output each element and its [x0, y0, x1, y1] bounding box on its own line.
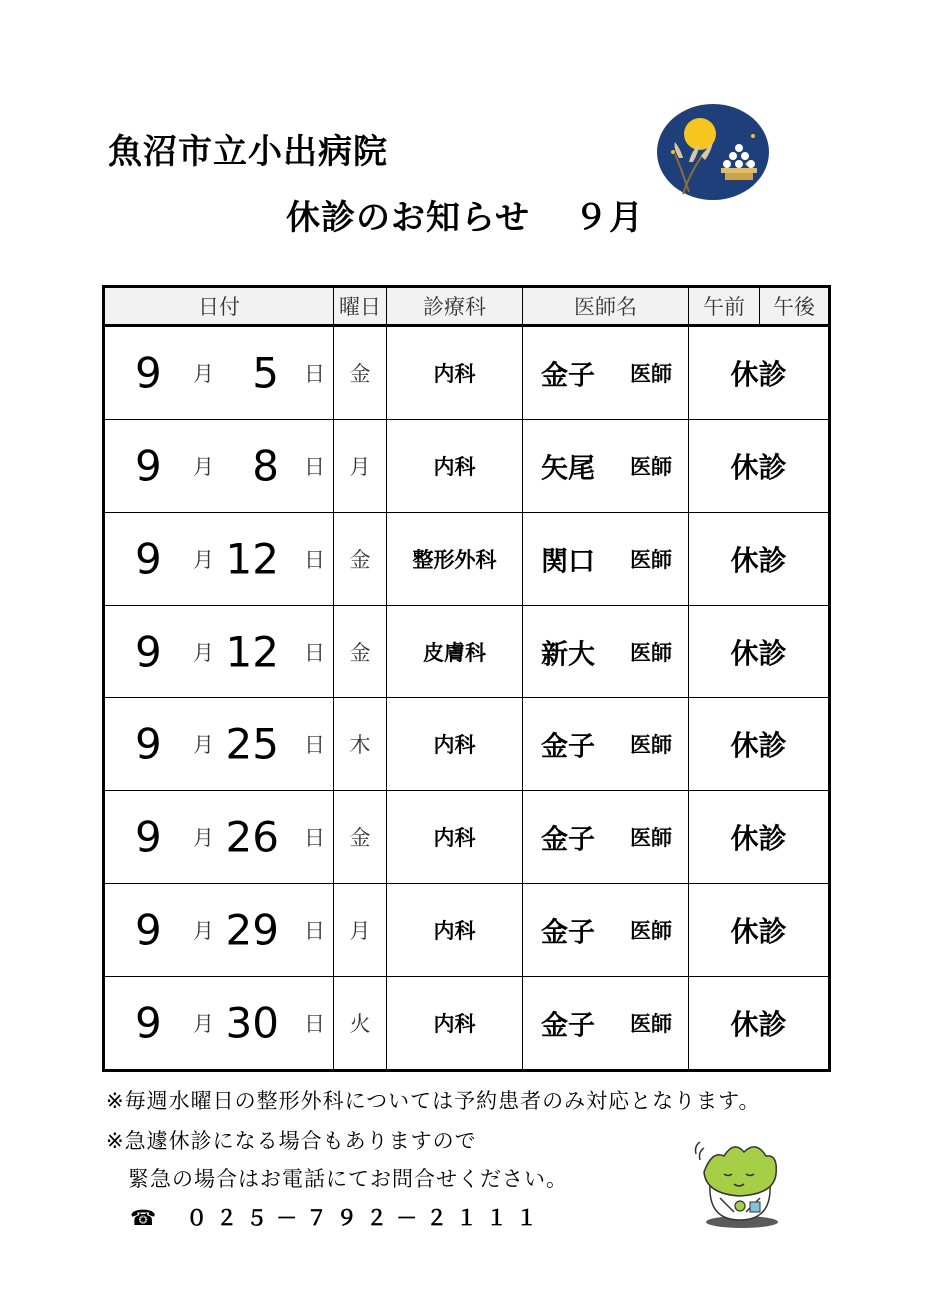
- moon-viewing-icon: [655, 102, 771, 202]
- month-unit: 月: [193, 361, 214, 386]
- doctor-cell: [523, 326, 689, 420]
- doctor-name: 金子: [541, 917, 595, 949]
- date-day: 29: [225, 905, 279, 955]
- doctor-cell: [523, 791, 689, 884]
- month-unit: 月: [193, 547, 214, 572]
- status-cell: 休診: [689, 419, 830, 512]
- date-cell: [104, 512, 334, 605]
- doctor-name: 矢尾: [541, 453, 595, 485]
- date-month: 9: [135, 627, 162, 677]
- date-day: 5: [252, 348, 279, 398]
- doctor-name: 関口: [541, 546, 595, 578]
- doctor-cell: [523, 884, 689, 977]
- status-cell: 休診: [689, 512, 830, 605]
- date-cell: [104, 326, 334, 420]
- doctor-name: 新大: [541, 639, 595, 671]
- doctor-cell: [523, 605, 689, 698]
- day-unit: 日: [304, 454, 325, 479]
- month-unit: 月: [193, 733, 214, 758]
- weekday-cell: 金: [334, 791, 387, 884]
- date-cell: [104, 419, 334, 512]
- doctor-title: 医師: [630, 826, 672, 851]
- date-day: 8: [252, 441, 279, 491]
- month-unit: 月: [193, 640, 214, 665]
- date-cell: [104, 791, 334, 884]
- header-pm: 午後: [760, 287, 830, 326]
- table-header-row: [104, 287, 830, 326]
- weekday-cell: 月: [334, 884, 387, 977]
- hospital-name: 魚沼市立小出病院: [108, 132, 388, 172]
- department-cell: 内科: [387, 977, 523, 1071]
- notice-month: ９月: [573, 198, 644, 238]
- date-month: 9: [135, 998, 162, 1048]
- doctor-title: 医師: [630, 1012, 672, 1037]
- mascot-character-icon: [690, 1132, 790, 1232]
- month-unit: 月: [193, 826, 214, 851]
- doctor-cell: [523, 698, 689, 791]
- status-cell: 休診: [689, 884, 830, 977]
- day-unit: 日: [304, 547, 325, 572]
- table-row: [104, 512, 830, 605]
- department-cell: 内科: [387, 884, 523, 977]
- date-month: 9: [135, 441, 162, 491]
- day-unit: 日: [304, 640, 325, 665]
- doctor-title: 医師: [630, 733, 672, 758]
- date-month: 9: [135, 534, 162, 584]
- department-cell: 内科: [387, 698, 523, 791]
- phone-icon: ☎: [130, 1206, 157, 1230]
- note-emergency-call: 緊急の場合はお電話にてお問合せください。: [128, 1167, 568, 1191]
- status-cell: 休診: [689, 326, 830, 420]
- weekday-cell: 月: [334, 419, 387, 512]
- day-unit: 日: [304, 826, 325, 851]
- doctor-name: 金子: [541, 1010, 595, 1042]
- date-cell: [104, 977, 334, 1071]
- date-month: 9: [135, 905, 162, 955]
- phone-number[interactable]: ０２５－７９２－２１１１: [186, 1206, 547, 1230]
- phone-line: [130, 1202, 546, 1232]
- month-unit: 月: [193, 919, 214, 944]
- department-cell: 内科: [387, 419, 523, 512]
- month-unit: 月: [193, 1012, 214, 1037]
- doctor-cell: [523, 512, 689, 605]
- weekday-cell: 金: [334, 326, 387, 420]
- table-row: [104, 698, 830, 791]
- doctor-name: 金子: [541, 824, 595, 856]
- month-unit: 月: [193, 454, 214, 479]
- weekday-cell: 金: [334, 512, 387, 605]
- doctor-cell: [523, 419, 689, 512]
- table-row: [104, 605, 830, 698]
- date-day: 25: [225, 719, 279, 769]
- status-cell: 休診: [689, 605, 830, 698]
- date-month: 9: [135, 812, 162, 862]
- header-department: 診療科: [387, 287, 523, 326]
- doctor-title: 医師: [630, 640, 672, 665]
- day-unit: 日: [304, 361, 325, 386]
- date-cell: [104, 605, 334, 698]
- table-row: [104, 884, 830, 977]
- doctor-name: 金子: [541, 731, 595, 763]
- notice-title: [286, 190, 644, 239]
- doctor-name: 金子: [541, 360, 595, 392]
- day-unit: 日: [304, 733, 325, 758]
- day-unit: 日: [304, 919, 325, 944]
- header-am: 午前: [689, 287, 760, 326]
- table-row: [104, 977, 830, 1071]
- status-cell: 休診: [689, 698, 830, 791]
- table-row: [104, 419, 830, 512]
- weekday-cell: 火: [334, 977, 387, 1071]
- closure-schedule-table: [102, 285, 831, 1072]
- date-day: 30: [225, 998, 279, 1048]
- doctor-title: 医師: [630, 454, 672, 479]
- date-month: 9: [135, 719, 162, 769]
- header-doctor: 医師名: [523, 287, 689, 326]
- date-cell: [104, 698, 334, 791]
- date-month: 9: [135, 348, 162, 398]
- doctor-title: 医師: [630, 547, 672, 572]
- doctor-title: 医師: [630, 361, 672, 386]
- department-cell: 皮膚科: [387, 605, 523, 698]
- header-date: 日付: [104, 287, 334, 326]
- date-day: 12: [225, 534, 279, 584]
- day-unit: 日: [304, 1012, 325, 1037]
- header-weekday: 曜日: [334, 287, 387, 326]
- weekday-cell: 木: [334, 698, 387, 791]
- date-cell: [104, 884, 334, 977]
- department-cell: 整形外科: [387, 512, 523, 605]
- date-day: 12: [225, 627, 279, 677]
- table-row: [104, 791, 830, 884]
- note-orthopedics-wednesday: ※毎週水曜日の整形外科については予約患者のみ対応となります。: [106, 1089, 761, 1113]
- notice-title-text: 休診のお知らせ: [286, 198, 530, 238]
- status-cell: 休診: [689, 791, 830, 884]
- status-cell: 休診: [689, 977, 830, 1071]
- note-sudden-closure: ※急遽休診になる場合もありますので: [106, 1129, 477, 1153]
- doctor-title: 医師: [630, 919, 672, 944]
- weekday-cell: 金: [334, 605, 387, 698]
- department-cell: 内科: [387, 326, 523, 420]
- department-cell: 内科: [387, 791, 523, 884]
- date-day: 26: [225, 812, 279, 862]
- table-row: [104, 326, 830, 420]
- doctor-cell: [523, 977, 689, 1071]
